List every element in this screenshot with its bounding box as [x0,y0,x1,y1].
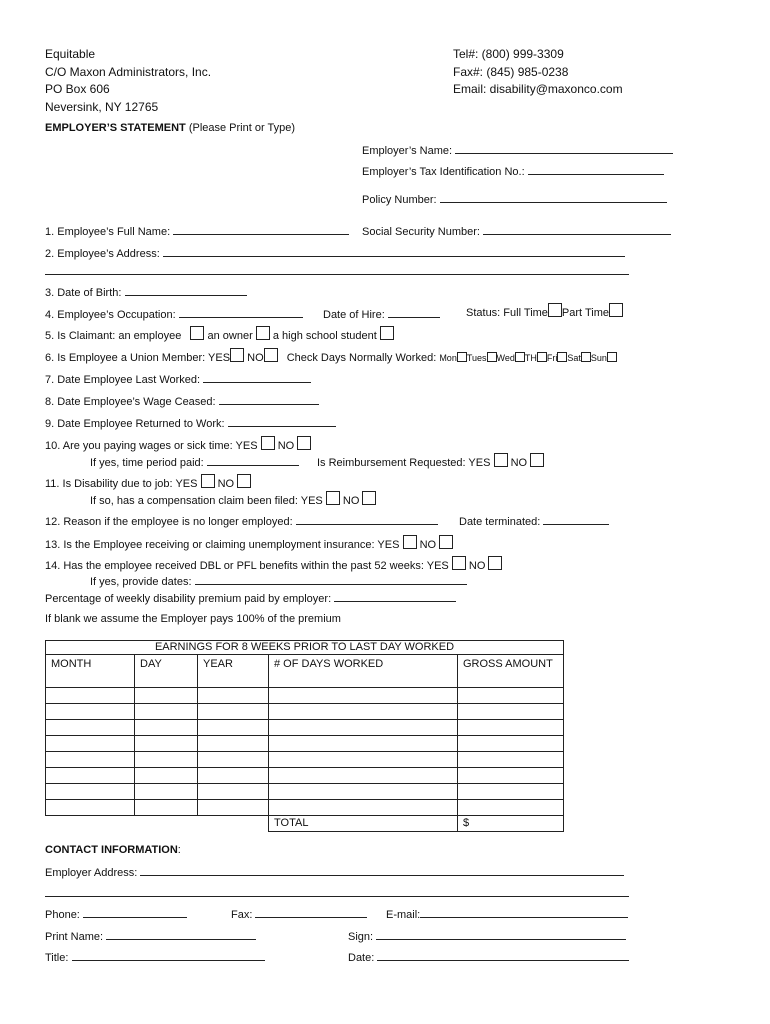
dbl-no-checkbox[interactable] [488,556,502,570]
premium-percentage[interactable] [45,591,456,606]
q6-label: 6. Is Employee a Union Member: YES [45,352,231,364]
union-no-checkbox[interactable] [264,348,278,362]
employee-checkbox[interactable] [190,326,204,340]
tel-line: Tel#: (800) 999-3309 [453,47,564,61]
premium-note: If blank we assume the Employer pays 100% of the premium [45,613,341,625]
employer-address-field[interactable] [45,865,624,880]
part-time-checkbox[interactable] [609,303,623,317]
owner-checkbox[interactable] [256,326,270,340]
q2-address-continued[interactable] [45,264,629,279]
dates-line[interactable] [195,574,467,585]
phone-field[interactable] [45,907,187,922]
owner-label: an owner [207,330,253,342]
dbl-no-label: NO [468,560,486,572]
title-field[interactable] [45,950,265,965]
union-yes-checkbox[interactable] [230,348,244,362]
hire-date-field[interactable] [323,307,440,322]
sat-checkbox[interactable] [581,352,591,362]
employer-address-line[interactable] [140,865,624,876]
student-label: a high school student [272,330,377,342]
print-name-line[interactable] [106,929,256,940]
table-row[interactable] [46,800,564,816]
pct-line[interactable] [334,591,456,602]
table-row[interactable] [46,784,564,800]
student-checkbox[interactable] [380,326,394,340]
wages-yes-checkbox[interactable] [261,436,275,450]
address-line: PO Box 606 [45,82,110,96]
policy-number-field[interactable] [362,192,667,207]
table-row[interactable] [46,720,564,736]
wages-no-checkbox[interactable] [297,436,311,450]
fax-line: Fax#: (845) 985-0238 [453,64,569,79]
full-time-checkbox[interactable] [548,303,562,317]
print-name-label: Print Name: [45,931,104,943]
section-heading [45,121,295,135]
job-no-label: NO [217,478,235,490]
contact-title-text: CONTACT INFORMATION [45,844,178,856]
last-worked-line[interactable] [203,372,311,383]
ssn-field[interactable] [362,224,671,239]
sign-label: Sign: [348,931,374,943]
col-year: YEAR [198,655,269,688]
earnings-table [45,640,564,832]
table-row[interactable] [46,752,564,768]
reimb-yes-checkbox[interactable] [494,453,508,467]
job-yes-checkbox[interactable] [201,474,215,488]
col-gross-amount: GROSS AMOUNT [458,655,564,688]
sun-checkbox[interactable] [607,352,617,362]
unemp-yes-checkbox[interactable] [403,535,417,549]
dbl-yes-checkbox[interactable] [452,556,466,570]
email-line: Email: disability@maxonco.com [453,82,623,96]
sign-field[interactable] [348,929,626,944]
employer-name-line[interactable] [455,143,673,154]
date-label: Date: [348,952,375,964]
table-row[interactable] [46,688,564,704]
q11-label: 11. Is Disability due to job: YES [45,478,198,490]
wage-ceased-line[interactable] [219,394,319,405]
employer-tax-label: Employer’s Tax Identification No.: [362,166,525,178]
q10-label: 10. Are you paying wages or sick time: YES [45,440,258,452]
pct-label: Percentage of weekly disability premium paid by employer: [45,593,332,605]
title-label: Title: [45,952,69,964]
full-name-line[interactable] [173,224,349,235]
insurer-contact [453,46,623,99]
terminated-line[interactable] [543,514,609,525]
email-label: E-mail: [386,909,421,921]
reimbursement-field [317,453,544,470]
period-label: If yes, time period paid: [90,457,204,469]
day-sun-label: Sun [590,353,607,363]
employer-address-line-2[interactable] [45,886,629,897]
col-day: DAY [135,655,198,688]
part-time-label: Part Time [561,307,609,319]
dates-label: If yes, provide dates: [90,576,192,588]
total-row [46,816,564,832]
status-field [466,303,623,320]
q13-label: 13. Is the Employee receiving or claiming unemployment insurance: YES [45,539,400,551]
q8-wage-ceased[interactable] [45,394,319,409]
q2-address[interactable] [45,246,625,261]
table-row[interactable] [46,704,564,720]
unemp-no-checkbox[interactable] [439,535,453,549]
job-no-checkbox[interactable] [237,474,251,488]
terminated-label: Date terminated: [459,516,541,528]
fax-label: Fax: [231,909,253,921]
mon-checkbox[interactable] [457,352,467,362]
address-line: Neversink, NY 12765 [45,99,159,114]
q4-occupation[interactable] [45,307,303,322]
q9-label: 9. Date Employee Returned to Work: [45,418,225,430]
q12-reason[interactable] [45,514,438,529]
comp-yes-checkbox[interactable] [326,491,340,505]
total-label: TOTAL [269,816,458,832]
date-line[interactable] [377,950,629,961]
returned-line[interactable] [228,416,336,427]
th-checkbox[interactable] [537,352,547,362]
fax-line[interactable] [255,907,367,918]
comp-label: If so, has a compensation claim been filed: YES [90,495,323,507]
days-worked-label: Check Days Normally Worked: [286,352,437,364]
col-month: MONTH [46,655,135,688]
address-line-1[interactable] [163,246,625,257]
fax-field[interactable] [231,907,367,922]
comp-no-label: NO [342,495,360,507]
title-line[interactable] [72,950,265,961]
period-line[interactable] [207,455,299,466]
table-row[interactable] [46,768,564,784]
q3-label: 3. Date of Birth: [45,287,122,299]
q1-label: 1. Employee’s Full Name: [45,226,171,238]
reimb-no-label: NO [510,457,528,469]
q4-label: 4. Employee’s Occupation: [45,309,176,321]
terminated-field[interactable] [459,514,609,529]
print-name-field[interactable] [45,929,256,944]
earnings-caption: EARNINGS FOR 8 WEEKS PRIOR TO LAST DAY WORKED [46,641,564,655]
date-field[interactable] [348,950,629,965]
fri-checkbox[interactable] [557,352,567,362]
insurer-address [45,46,211,116]
contact-title: CONTACT INFORMATION: [45,844,181,856]
union-no-label: NO [247,352,264,364]
total-value[interactable]: $ [458,816,564,832]
day-tues-label: Tues [466,353,487,363]
wages-no-label: NO [277,440,295,452]
q1-full-name[interactable] [45,224,349,239]
phone-label: Phone: [45,909,80,921]
policy-number-line[interactable] [440,192,667,203]
address-line: Equitable [45,47,96,61]
sign-line[interactable] [376,929,626,940]
q11-job [45,474,251,491]
status-label: Status: Full Time [466,307,548,319]
q14-dates[interactable] [90,574,467,589]
day-fri-label: Fri [546,353,558,363]
day-mon-label: Mon [439,353,457,363]
q12-label: 12. Reason if the employee is no longer employed: [45,516,293,528]
q5-claimant [45,326,394,343]
employer-tax-line[interactable] [528,164,664,175]
q11-compensation [90,491,376,508]
q7-last-worked[interactable] [45,372,311,387]
col-days-worked: # OF DAYS WORKED [269,655,458,688]
q14-label: 14. Has the employee received DBL or PFL benefits within the past 52 weeks: YES [45,560,449,572]
section-note: (Please Print or Type) [188,122,296,134]
employer-tax-field[interactable] [362,164,664,179]
q6-union [45,348,617,365]
q8-label: 8. Date Employee’s Wage Ceased: [45,396,216,408]
day-wed-label: Wed [496,353,515,363]
comp-no-checkbox[interactable] [362,491,376,505]
reimb-no-checkbox[interactable] [530,453,544,467]
unemp-no-label: NO [419,539,437,551]
email-line[interactable] [420,907,628,918]
q5-label: 5. Is Claimant: an employee [45,330,182,342]
table-row[interactable] [46,736,564,752]
address-line-2[interactable] [45,264,629,275]
q2-label: 2. Employee’s Address: [45,248,160,260]
tues-checkbox[interactable] [487,352,497,362]
reason-line[interactable] [296,514,438,525]
employer-address-label: Employer Address: [45,867,138,879]
ssn-line[interactable] [483,224,671,235]
day-th-label: TH [524,353,537,363]
hire-line[interactable] [388,307,440,318]
wed-checkbox[interactable] [515,352,525,362]
employer-name-label: Employer’s Name: [362,145,453,157]
email-field[interactable] [386,907,628,922]
hire-label: Date of Hire: [323,309,385,321]
reimb-label: Is Reimbursement Requested: YES [317,457,491,469]
q14-dbl-pfl [45,556,502,573]
address-line: C/O Maxon Administrators, Inc. [45,64,212,79]
day-sat-label: Sat [567,353,581,363]
dob-line[interactable] [125,285,247,296]
occupation-line[interactable] [179,307,303,318]
q13-unemployment [45,535,453,552]
q9-returned[interactable] [45,416,336,431]
phone-line[interactable] [83,907,187,918]
q3-dob[interactable] [45,285,247,300]
q7-label: 7. Date Employee Last Worked: [45,374,201,386]
employer-address-continued[interactable] [45,886,629,901]
q10-wages [45,436,311,453]
employer-name-field[interactable] [362,143,673,158]
policy-number-label: Policy Number: [362,194,437,206]
q10-period[interactable] [90,455,299,470]
section-title: EMPLOYER’S STATEMENT [45,122,186,134]
ssn-label: Social Security Number: [362,226,480,238]
